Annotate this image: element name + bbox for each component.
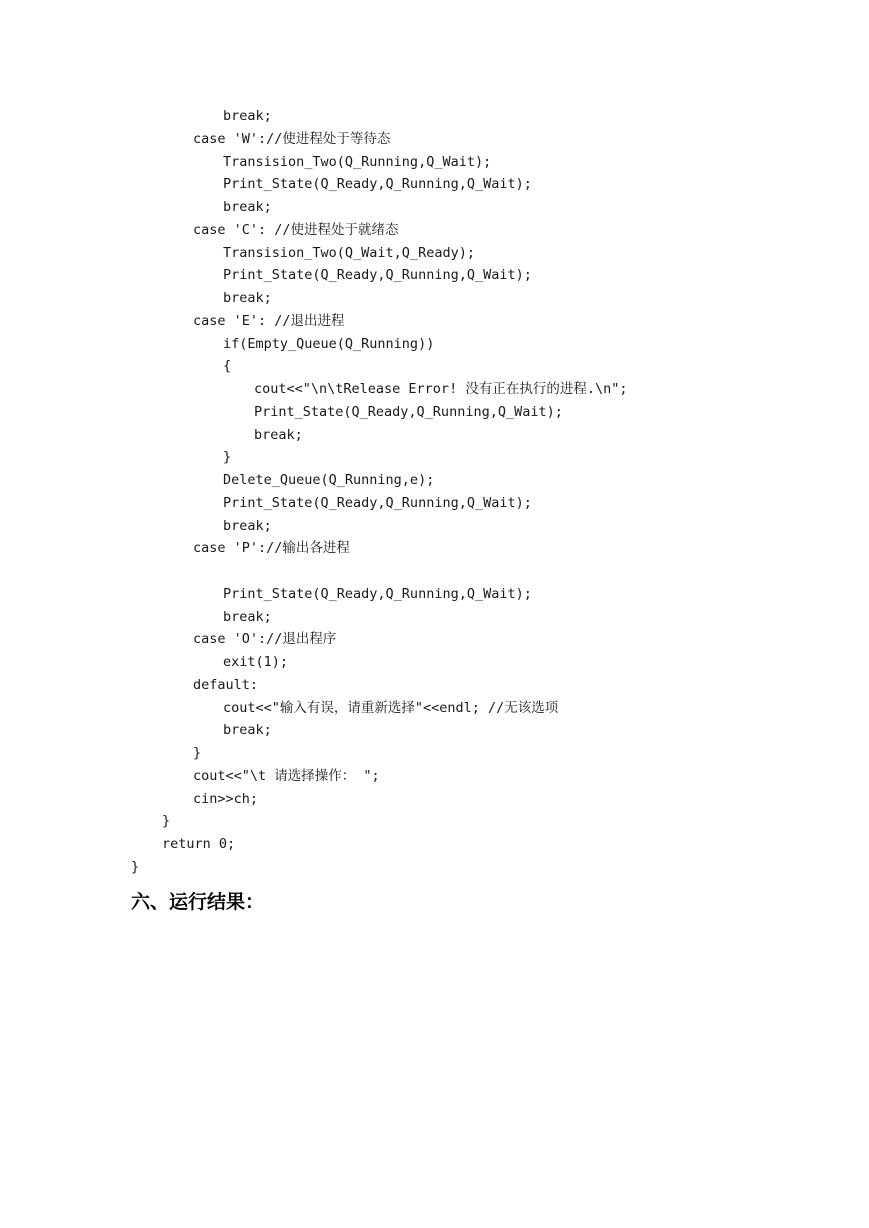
- code-line: case 'C': //使进程处于就绪态: [193, 221, 399, 238]
- code-line: Print_State(Q_Ready,Q_Running,Q_Wait);: [223, 494, 532, 511]
- code-line: break;: [223, 608, 272, 625]
- code-block: [131, 105, 831, 879]
- code-line: break;: [223, 199, 272, 215]
- code-line: [131, 560, 831, 583]
- code-line: cout<<"\t 请选择操作： ";: [193, 767, 380, 784]
- code-line: case 'O'://退出程序: [193, 631, 337, 648]
- code-line: cin>>ch;: [193, 790, 259, 807]
- code-line: }: [223, 449, 232, 466]
- code-line: return 0;: [162, 836, 236, 852]
- section-heading: 六、运行结果：: [131, 891, 265, 913]
- code-line: break;: [223, 517, 272, 534]
- code-line: case 'W'://使进程处于等待态: [193, 130, 391, 147]
- code-line: case 'P'://输出各进程: [193, 540, 350, 557]
- code-line: Print_State(Q_Ready,Q_Running,Q_Wait);: [223, 176, 532, 193]
- code-line: break;: [223, 290, 272, 306]
- code-line: }: [162, 813, 171, 830]
- code-line: }: [193, 745, 202, 761]
- code-line: break;: [223, 108, 272, 124]
- code-line: Print_State(Q_Ready,Q_Running,Q_Wait);: [223, 585, 532, 602]
- code-line: Transision_Two(Q_Wait,Q_Ready);: [223, 244, 475, 261]
- code-line: }: [131, 858, 140, 875]
- code-line: if(Empty_Queue(Q_Running)): [223, 335, 435, 352]
- code-line: Print_State(Q_Ready,Q_Running,Q_Wait);: [223, 267, 532, 284]
- code-line: default:: [193, 676, 259, 693]
- code-line: Transision_Two(Q_Running,Q_Wait);: [223, 153, 492, 170]
- code-line: Delete_Queue(Q_Running,e);: [223, 472, 435, 488]
- code-line: {: [223, 358, 232, 375]
- code-line: cout<<"输入有误，请重新选择"<<endl; //无该选项: [223, 699, 559, 716]
- code-line: exit(1);: [223, 654, 289, 670]
- code-line: break;: [254, 426, 303, 443]
- code-line: cout<<"\n\tRelease Error! 没有正在执行的进程.\n";: [254, 381, 628, 397]
- code-line: Print_State(Q_Ready,Q_Running,Q_Wait);: [254, 403, 563, 420]
- code-line: case 'E': //退出进程: [193, 312, 345, 329]
- code-line: break;: [223, 722, 272, 739]
